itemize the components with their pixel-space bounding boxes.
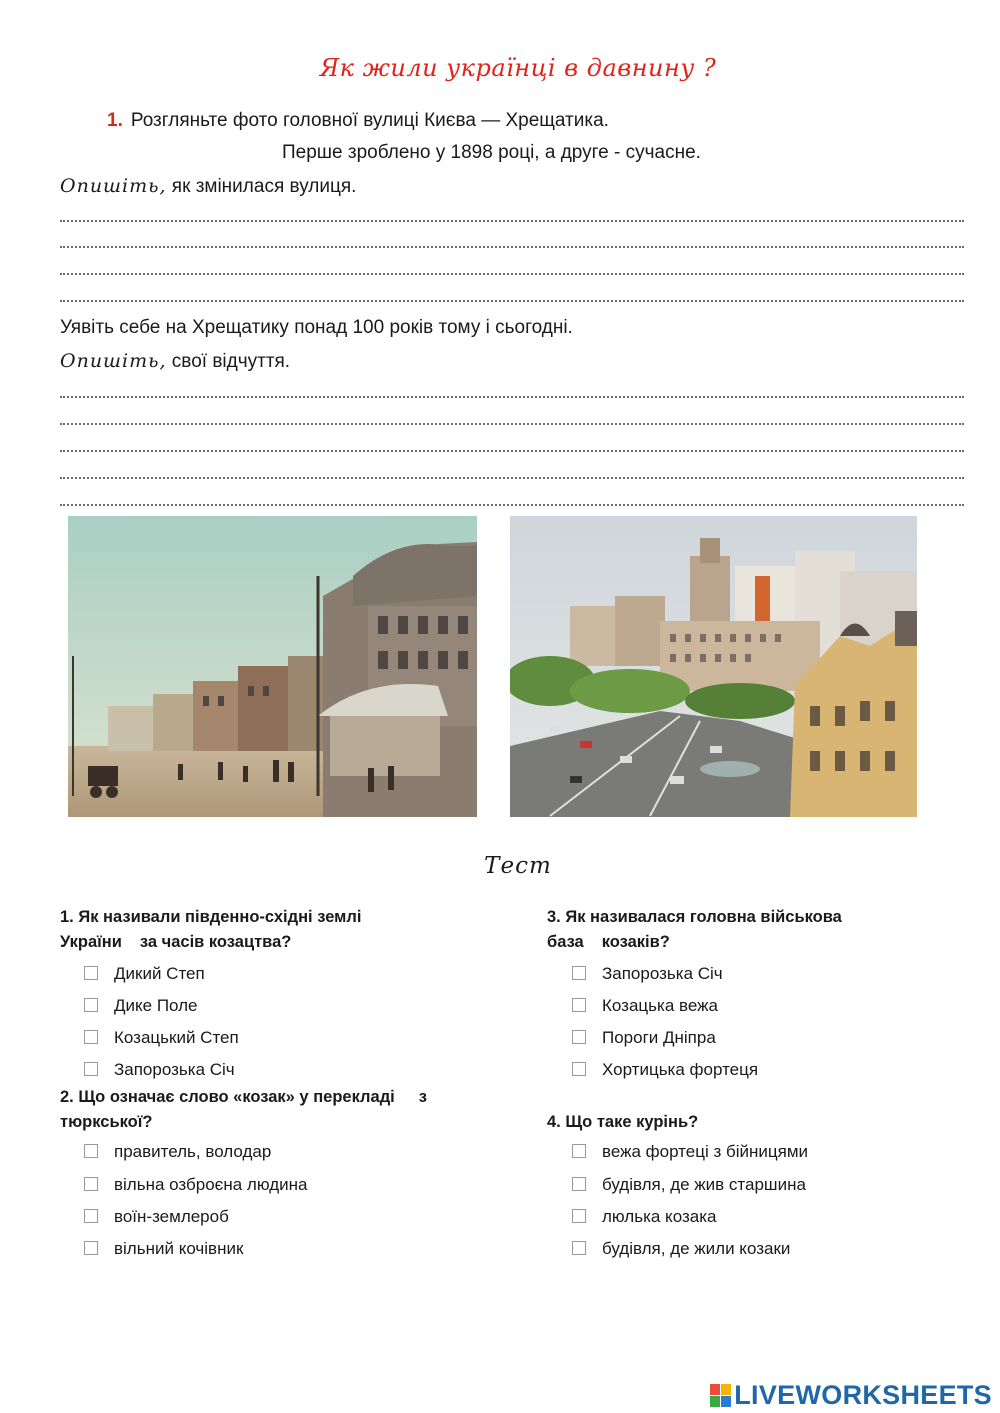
option-label: Дикий Степ	[114, 964, 205, 983]
answer-line-3[interactable]	[60, 273, 964, 275]
checkbox[interactable]	[572, 1062, 586, 1076]
checkbox[interactable]	[84, 1144, 98, 1158]
prompt2-hand: Опишіть,	[60, 350, 167, 372]
logo-cell	[710, 1384, 720, 1395]
task1-intro	[107, 110, 609, 132]
task1-line2: Перше зроблено у 1898 році, а друге - сучасне.	[282, 142, 701, 163]
prompt2-rest: свої відчуття.	[166, 351, 291, 372]
question-3-option-1[interactable]	[572, 964, 723, 984]
option-label: будівля, де жив старшина	[602, 1175, 806, 1194]
checkbox[interactable]	[84, 1209, 98, 1223]
question-3-line2-b: козаків?	[601, 933, 670, 951]
logo-text: LIVEWORKSHEETS	[734, 1379, 992, 1410]
task1-line1: Розгляньте фото головної вулиці Києва — Хрещатика.	[130, 110, 609, 131]
question-1-line1: 1. Як називали південно-східні землі	[60, 908, 362, 926]
question-2-line1-b: з	[418, 1088, 427, 1106]
question-3-option-3[interactable]	[572, 1028, 716, 1048]
checkbox[interactable]	[572, 1241, 586, 1255]
prompt1-hand: Опишіть,	[60, 175, 167, 197]
checkbox[interactable]	[84, 1062, 98, 1076]
answer-line-2[interactable]	[60, 246, 964, 248]
option-label: вільна озброєна людина	[114, 1175, 308, 1194]
question-2-line2: тюркської?	[60, 1113, 153, 1131]
question-2-option-4[interactable]	[84, 1239, 243, 1259]
question-3-line2	[547, 930, 842, 955]
question-3-option-2[interactable]	[572, 996, 718, 1016]
option-label: правитель, володар	[114, 1142, 272, 1161]
answer-line-4[interactable]	[60, 300, 964, 302]
option-label: будівля, де жили козаки	[602, 1239, 791, 1258]
option-label: вільний кочівник	[114, 1239, 244, 1258]
question-4-option-3[interactable]	[572, 1207, 716, 1227]
task1-number: 1.	[107, 110, 123, 131]
checkbox[interactable]	[572, 1030, 586, 1044]
question-1-line2-a: України	[60, 933, 122, 951]
question-2-option-2[interactable]	[84, 1175, 307, 1195]
describe-street-prompt	[60, 175, 356, 198]
describe-feelings-prompt	[60, 350, 290, 373]
test-title: Тест	[484, 853, 552, 879]
logo-cell	[710, 1396, 720, 1407]
question-4-option-1[interactable]	[572, 1142, 808, 1162]
logo-cell	[721, 1384, 731, 1395]
question-1-line2-b: за часів козацтва?	[139, 933, 292, 951]
checkbox[interactable]	[84, 1241, 98, 1255]
option-label: Козацький Степ	[114, 1028, 239, 1047]
option-label: Пороги Дніпра	[602, 1028, 716, 1047]
old-khreshchatyk-photo	[68, 516, 477, 817]
liveworksheets-logo[interactable]	[710, 1381, 992, 1409]
question-3	[547, 905, 842, 955]
question-4: 4. Що таке курінь?	[547, 1113, 699, 1131]
question-1-option-2[interactable]	[84, 996, 198, 1016]
prompt1-rest: як змінилася вулиця.	[166, 176, 357, 197]
checkbox[interactable]	[84, 1177, 98, 1191]
question-2-line1	[60, 1085, 427, 1110]
option-label: вежа фортеці з бійницями	[602, 1142, 809, 1161]
question-2-option-1[interactable]	[84, 1142, 271, 1162]
option-label: Запорозька Січ	[114, 1060, 235, 1079]
question-3-line2-a: база	[547, 933, 584, 951]
checkbox[interactable]	[572, 966, 586, 980]
question-1-line2	[60, 930, 361, 955]
answer-line-9[interactable]	[60, 504, 964, 506]
question-2-option-3[interactable]	[84, 1207, 229, 1227]
logo-cell	[721, 1396, 731, 1407]
question-1-option-1[interactable]	[84, 964, 205, 984]
question-1-option-4[interactable]	[84, 1060, 235, 1080]
worksheet-title: Як жили українці в давнину ?	[319, 54, 717, 82]
answer-line-6[interactable]	[60, 423, 964, 425]
option-label: воїн-землероб	[114, 1207, 229, 1226]
option-label: Козацька вежа	[602, 996, 718, 1015]
logo-mark-icon	[710, 1384, 731, 1407]
question-2-line1-a: 2. Що означає слово «козак» у перекладі	[60, 1088, 395, 1106]
checkbox[interactable]	[84, 966, 98, 980]
option-label: Хортицька фортеця	[602, 1060, 759, 1079]
question-2	[60, 1085, 427, 1135]
option-label: люлька козака	[602, 1207, 717, 1226]
modern-khreshchatyk-photo	[510, 516, 917, 817]
answer-line-7[interactable]	[60, 450, 964, 452]
checkbox[interactable]	[572, 1177, 586, 1191]
question-4-option-2[interactable]	[572, 1175, 806, 1195]
checkbox[interactable]	[572, 998, 586, 1012]
checkbox[interactable]	[84, 998, 98, 1012]
checkbox[interactable]	[572, 1209, 586, 1223]
imagine-text: Уявіть себе на Хрещатику понад 100 років тому і сьогодні.	[60, 317, 573, 338]
question-3-option-4[interactable]	[572, 1060, 758, 1080]
question-4-option-4[interactable]	[572, 1239, 790, 1259]
answer-line-8[interactable]	[60, 477, 964, 479]
question-1-option-3[interactable]	[84, 1028, 239, 1048]
option-label: Дике Поле	[114, 996, 198, 1015]
answer-line-5[interactable]	[60, 396, 964, 398]
question-3-line1: 3. Як називалася головна військова	[547, 908, 842, 926]
question-1	[60, 905, 361, 955]
answer-line-1[interactable]	[60, 220, 964, 222]
option-label: Запорозька Січ	[602, 964, 723, 983]
checkbox[interactable]	[84, 1030, 98, 1044]
checkbox[interactable]	[572, 1144, 586, 1158]
